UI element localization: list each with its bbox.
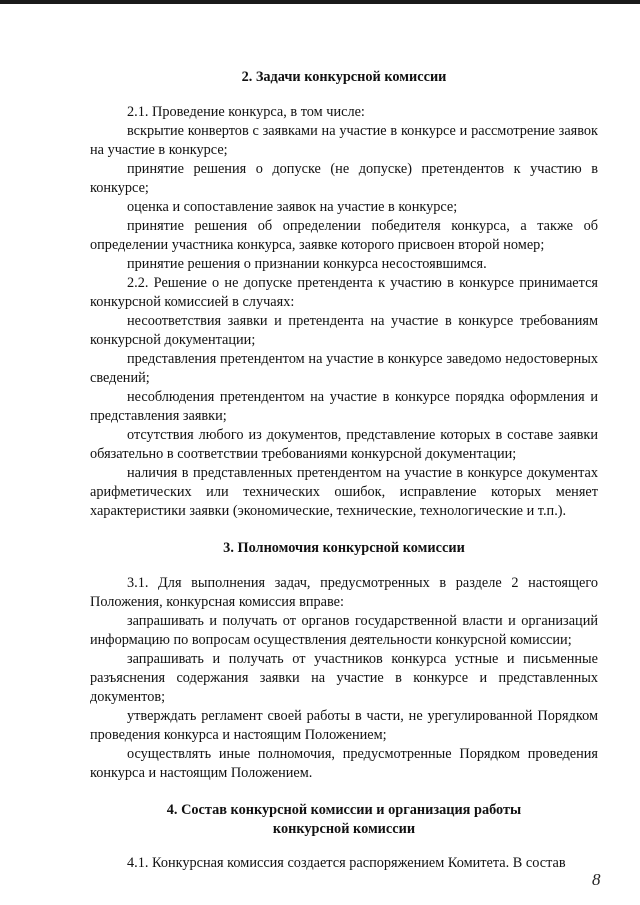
paragraph-3-1-a: запрашивать и получать от органов государственной власти и организаций информацию по вопросам осуществления деятельности конкурсной комиссии; bbox=[90, 613, 598, 648]
scan-top-edge bbox=[0, 0, 640, 4]
section-3-heading: 3. Полномочия конкурсной комиссии bbox=[223, 540, 465, 556]
paragraph-2-2-c: несоблюдения претендентом на участие в конкурсе порядка оформления и представления заявки; bbox=[90, 389, 598, 424]
paragraph-3-1-b: запрашивать и получать от участников конкурса устные и письменные разъяснения содержания заявки на участие в конкурсе и представленных документов; bbox=[90, 651, 598, 705]
paragraph-2-1-e: принятие решения о признании конкурса несостоявшимся. bbox=[127, 256, 487, 272]
document-page bbox=[90, 68, 598, 873]
section-4-heading-line-1: 4. Состав конкурсной комиссии и организация работы bbox=[166, 802, 522, 818]
paragraph-2-2-d: отсутствия любого из документов, представление которых в составе заявки обязательно в соответствии требованиями конкурсной документации; bbox=[90, 427, 598, 462]
paragraph-3-1: 3.1. Для выполнения задач, предусмотренных в разделе 2 настоящего Положения, конкурсная комиссия вправе: bbox=[90, 575, 598, 610]
page-number-mark: 8 bbox=[592, 870, 601, 889]
paragraph-2-1: 2.1. Проведение конкурса, в том числе: bbox=[127, 104, 365, 120]
section-2-heading: 2. Задачи конкурсной комиссии bbox=[241, 69, 447, 85]
paragraph-2-1-b: принятие решения о допуске (не допуске) претендентов к участию в конкурсе; bbox=[90, 161, 598, 196]
paragraph-2-2-e: наличия в представленных претендентом на участие в конкурсе документах арифметических или технических ошибок, исправление которых меняет характеристики заявки (экономические, технические, технологические и т.п.). bbox=[90, 465, 598, 519]
paragraph-2-2: 2.2. Решение о не допуске претендента к участию в конкурсе принимается конкурсной комиссией в случаях: bbox=[90, 275, 598, 310]
paragraph-4-1: 4.1. Конкурсная комиссия создается распоряжением Комитета. В состав bbox=[127, 855, 566, 871]
paragraph-2-2-b: представления претендентом на участие в конкурсе заведомо недостоверных сведений; bbox=[90, 351, 598, 386]
paragraph-3-1-d: осуществлять иные полномочия, предусмотренные Порядком проведения конкурса и настоящим Положением. bbox=[90, 746, 598, 781]
section-4-heading-line-2: конкурсной комиссии bbox=[272, 821, 416, 837]
paragraph-2-1-c: оценка и сопоставление заявок на участие в конкурсе; bbox=[127, 199, 458, 215]
paragraph-2-2-a: несоответствия заявки и претендента на участие в конкурсе требованиям конкурсной документации; bbox=[90, 313, 598, 348]
paragraph-2-1-a: вскрытие конвертов с заявками на участие в конкурсе и рассмотрение заявок на участие в конкурсе; bbox=[90, 123, 598, 158]
paragraph-2-1-d: принятие решения об определении победителя конкурса, а также об определении участника конкурса, заявке которого присвоен второй номер; bbox=[90, 218, 598, 253]
paragraph-3-1-c: утверждать регламент своей работы в части, не урегулированной Порядком проведения конкурса и настоящим Положением; bbox=[90, 708, 598, 743]
section-4-heading bbox=[90, 801, 598, 839]
